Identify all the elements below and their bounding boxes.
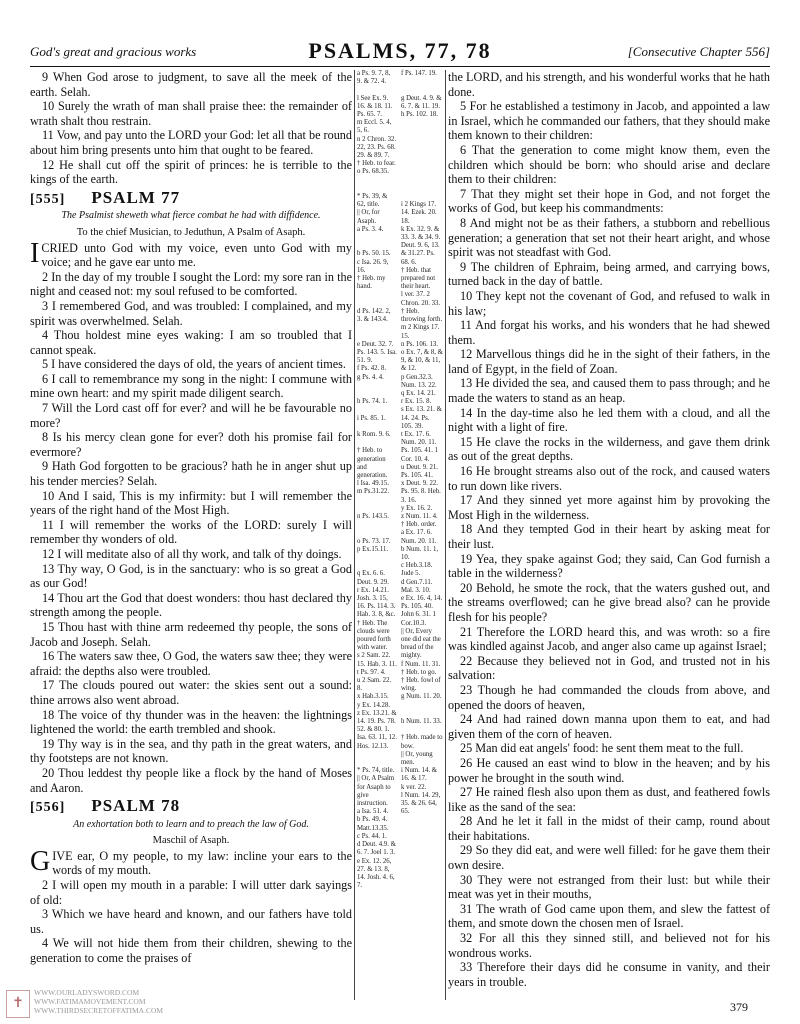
site-logo-icon: ✝	[6, 990, 30, 1018]
footer-watermark	[6, 988, 216, 1015]
psalm-78-heading	[30, 796, 352, 816]
verse: 15 Thou hast with thine arm redeemed thy people, the sons of Jacob and Joseph. Selah.	[30, 619, 352, 649]
verse: 11 And forgat his works, and his wonders that he had shewed them.	[448, 318, 770, 347]
psalm-superscription: Maschil of Asaph.	[152, 835, 230, 847]
verse: 19 Thy way is in the sea, and thy path in the great waters, and thy footsteps are not known.	[30, 736, 352, 766]
verse: 16 The waters saw thee, O God, the waters saw thee; they were afraid: the depths also were troubled.	[30, 649, 352, 678]
header-chapter: [Consecutive Chapter 556]	[627, 44, 770, 59]
verse: 7 That they might set their hope in God, and not forget the works of God, but keep his commandments:	[448, 186, 770, 216]
psalm-summary: The Psalmist sheweth what fierce combat he had with diffidence.	[61, 210, 321, 222]
verse: 11 Vow, and pay unto the LORD your God: let all that be round about him bring presents unto him that ought to be feared.	[30, 128, 352, 157]
verse: 12 He shall cut off the spirit of princes: he is terrible to the kings of the earth.	[30, 157, 352, 187]
left-column	[30, 70, 352, 966]
verse: 14 In the day-time also he led them with a cloud, and all the night with a light of fire.	[448, 405, 770, 435]
verse: 6 I call to remembrance my song in the night: I commune with mine own heart: and my spirit made diligent search.	[30, 371, 352, 401]
verse: 12 Marvellous things did he in the sight of their fathers, in the land of Egypt, in the field of Zoan.	[448, 347, 770, 376]
verse: 10 Surely the wrath of man shall praise thee: the remainder of wrath shalt thou restrain.	[30, 99, 352, 128]
verse: 19 Yea, they spake against God; they said, Can God furnish a table in the wilderness?	[448, 551, 770, 581]
verse: 11 I will remember the works of the LORD: surely I will remember thy wonders of old.	[30, 517, 352, 547]
running-header	[30, 36, 770, 67]
footer-url: WWW.THIRDSECRETOFFATIMA.COM	[34, 1006, 164, 1015]
psalm-title: PSALM 77	[91, 187, 181, 207]
verse: 8 Is his mercy clean gone for ever? doth his promise fail for evermore?	[30, 430, 352, 459]
verse: the LORD, and his strength, and his wonderful works that he hath done.	[448, 70, 770, 99]
verse: 10 They kept not the covenant of God, and refused to walk in his law;	[448, 288, 770, 318]
psalm-title: PSALM 78	[91, 796, 181, 816]
verse: 18 The voice of thy thunder was in the heaven: the lightnings lightened the world: the earth trembled and shook.	[30, 707, 352, 737]
psalm-summary: An exhortation both to learn and to preach the law of God.	[73, 818, 309, 830]
page-number: 379	[730, 1000, 748, 1014]
verse: 2 I will open my mouth in a parable: I will utter dark sayings of old:	[30, 878, 352, 907]
verse: 13 He divided the sea, and caused them to pass through; and he made the waters to stand as an heap.	[448, 376, 770, 406]
verse: ICRIED unto God with my voice, even unto God with my voice; and he gave ear unto me.	[30, 237, 352, 270]
consecutive-number: [555]	[30, 191, 66, 207]
verse: 12 I will meditate also of all thy work, and talk of thy doings.	[42, 547, 342, 561]
verse: 6 That the generation to come might know them, even the children which should be born: who should arise and declare them to their children:	[448, 142, 770, 187]
verse: 24 And had rained down manna upon them to eat, and had given them of the corn of heaven.	[448, 712, 770, 741]
verse: 29 So they did eat, and were well filled: for he gave them their own desire.	[448, 843, 770, 873]
verse: 3 I remembered God, and was troubled: I complained, and my spirit was overwhelmed. Selah.	[30, 298, 352, 328]
verse: 21 Therefore the LORD heard this, and was wroth: so a fire was kindled against Jacob, and anger also came up against Israel;	[448, 624, 770, 654]
verse: 5 I have considered the days of old, the years of ancient times.	[42, 357, 346, 372]
verse: 4 Thou holdest mine eyes waking: I am so troubled that I cannot speak.	[30, 328, 352, 357]
verse: 23 Though he had commanded the clouds from above, and opened the doors of heaven,	[448, 682, 770, 712]
margin-refs-left: a Ps. 9. 7, 8, 9. & 72. 4. l See Ex. 9. 16. & 18. 11. Ps. 65. 7. m Eccl. 5. 4, 5, 6. n 2 Chron. 32. 22, 23. Ps. 68. 29. & 89. 7. † Heb. to fear. o Ps. 68.35. * Ps. 39, & 62, title. || Or, for Asaph. a Ps. 3. 4. b Ps. 50. 15. c Isa. 26. 9, 16. † Heb. my hand. d Ps. 142. 2, 3. & 143.4. e Deut. 32. 7. Ps. 143. 5. Isa. 51. 9. f Ps. 42. 8. g Ps. 4. 4. h Ps. 74. 1. i Ps. 85. 1. k Rom. 9. 6. † Heb. to generation and generation. l Isa. 49.15. m Ps.31.22. n Ps. 143.5. o Ps. 73. 17. p Ex.15.11. q Ex. 6. 6. Deut. 9. 29. r Ex. 14.21. Josh. 3. 15, 16. Ps. 114. 3. Hab. 3. 8, &c. † Heb. The clouds were poured forth with water. s 2 Sam. 22. 15. Hab. 3. 11. t Ps. 97. 4. u 2 Sam. 22. 8. x Hab.3.15. y Ex. 14.28. z Ex. 13.21. & 14. 19. Ps. 78. 52. & 80. 1. Isa. 63. 11, 12. Hos. 12.13. * Ps. 74, title. || Or, A Psalm for Asaph to give instruction. a Isa. 51. 4. b Ps. 49. 4. Matt.13.35. c Ps. 44. 1. d Deut. 4.9. & 6. 7. Joel 1. 3. e Ex. 12. 26, 27. & 13. 8, 14. Josh. 4. 6, 7.	[357, 70, 397, 890]
verse: 28 And he let it fall in the midst of their camp, round about their habitations.	[448, 814, 770, 843]
psalm-superscription: To the chief Musician, to Jeduthun, A Psalm of Asaph.	[76, 226, 306, 238]
verse: 25 Man did eat angels' food: he sent them meat to the full.	[460, 741, 744, 756]
verse: 9 Hath God forgotten to be gracious? hath he in anger shut up his tender mercies? Selah.	[30, 459, 352, 489]
column-rule-left	[354, 70, 355, 1000]
verse: 15 He clave the rocks in the wilderness, and gave them drink as out of the great depths.	[448, 434, 770, 464]
consecutive-number: [556]	[30, 800, 66, 816]
drop-cap: G	[30, 845, 51, 877]
verse: 4 We will not hide them from their children, shewing to the generation to come the praises of	[30, 936, 352, 966]
psalm-77-heading	[30, 187, 352, 208]
verse: 33 Therefore their days did he consume in vanity, and their years in trouble.	[448, 960, 770, 989]
verse: 17 And they sinned yet more against him by provoking the Most High in the wilderness.	[448, 493, 770, 522]
verse: 20 Thou leddest thy people like a flock by the hand of Moses and Aaron.	[30, 765, 352, 795]
column-rule-right	[445, 70, 446, 1000]
verse: 22 Because they believed not in God, and trusted not in his salvation:	[448, 653, 770, 683]
verse: 32 For all this they sinned still, and believed not for his wondrous works.	[448, 931, 770, 960]
verse: 3 Which we have heard and known, and our fathers have told us.	[30, 907, 352, 936]
verse: 7 Will the Lord cast off for ever? and will he be favourable no more?	[30, 401, 352, 430]
header-left: God's great and gracious works	[30, 44, 197, 59]
verse: 20 Behold, he smote the rock, that the waters gushed out, and the streams overflowed; can he give bread also? can he provide flesh for his people?	[448, 580, 770, 624]
header-title: PSALMS, 77, 78	[308, 38, 492, 63]
verse: 10 And I said, This is my infirmity: but I will remember the years of the right hand of the Most High.	[30, 488, 352, 518]
verse: 5 For he established a testimony in Jacob, and appointed a law in Israel, which he commanded our fathers, that they should make them known to their children:	[448, 99, 770, 143]
footer-url: WWW.FATIMAMOVEMENT.COM	[34, 997, 146, 1006]
verse: 8 And might not be as their fathers, a stubborn and rebellious generation; a generation that set not their heart aright, and whose spirit was not steadfast with God.	[448, 215, 770, 260]
drop-cap: I	[30, 237, 40, 269]
verse: 18 And they tempted God in their heart by asking meat for their lust.	[448, 522, 770, 551]
verse: 9 The children of Ephraim, being armed, and carrying bows, turned back in the day of battle.	[448, 259, 770, 289]
verse: 31 The wrath of God came upon them, and slew the fattest of them, and smote down the chosen men of Israel.	[448, 901, 770, 931]
verse: 26 He caused an east wind to blow in the heaven; and by his power he brought in the south wind.	[448, 755, 770, 785]
verse: 9 When God arose to judgment, to save all the meek of the earth. Selah.	[30, 70, 352, 99]
verse: 2 In the day of my trouble I sought the Lord: my sore ran in the night and ceased not: my soul refused to be comforted.	[30, 269, 352, 299]
verse: 30 They were not estranged from their lust: but while their meat was yet in their mouths,	[448, 872, 770, 902]
verse: 13 Thy way, O God, is in the sanctuary: who is so great a God as our God!	[30, 561, 352, 591]
verse: 14 Thou art the God that doest wonders: thou hast declared thy strength among the people.	[30, 590, 352, 620]
verse: 16 He brought streams also out of the rock, and caused waters to run down like rivers.	[448, 464, 770, 493]
verse: GIVE ear, O my people, to my law: incline your ears to the words of my mouth.	[30, 845, 352, 878]
footer-url: WWW.OURLADYSWORD.COM	[34, 988, 140, 997]
verse: 27 He rained flesh also upon them as dust, and feathered fowls like as the sand of the sea:	[448, 785, 770, 814]
verse: 17 The clouds poured out water: the skies sent out a sound: thine arrows also went abroad.	[30, 678, 352, 707]
right-column	[448, 70, 770, 989]
margin-refs-right: f Ps. 147. 19. g Deut. 4. 9. & 6. 7. & 11. 19. h Ps. 102. 18. i 2 Kings 17. 14. Ezek. 20. 18. k Ex. 32. 9. & 33. 3. & 34. 9. Deut. 9. 6, 13. & 31.27. Ps. 68. 6. † Heb. that prepared not their heart. l ver. 37. 2 Chron. 20. 33. † Heb. throwing forth. m 2 Kings 17. 15. n Ps. 106. 13. o Ex. 7, & 8, & 9, & 10, & 11, & 12. p Gen.32.3. Num. 13. 22. q Ex. 14. 21. r Ex. 15. 8. s Ex. 13. 21. & 14. 24. Ps. 105. 39. t Ex. 17. 6. Num. 20. 11. Ps. 105. 41. 1 Cor. 10. 4. u Deut. 9. 21. Ps. 105. 41. x Deut. 9. 22. Ps. 95. 8. Heb. 3. 16. y Ex. 16. 2. z Num. 11. 4. † Heb. order. a Ex. 17. 6. Num. 20. 11. b Num. 11. 1, 10. c Heb.3.18. Jude 5. d Gen.7.11. Mal. 3. 10. e Ex. 16. 4, 14. Ps. 105. 40. John 6. 31. 1 Cor.10.3. || Or, Every one did eat the bread of the mighty. f Num. 11. 31. † Heb. to go. † Heb. fowl of wing. g Num. 11. 20. h Num. 11. 33. † Heb. made to bow. || Or, young men. i Num. 14. & 16. & 17. k ver. 22. l Num. 14. 29, 35. & 26. 64, 65.	[401, 70, 443, 816]
